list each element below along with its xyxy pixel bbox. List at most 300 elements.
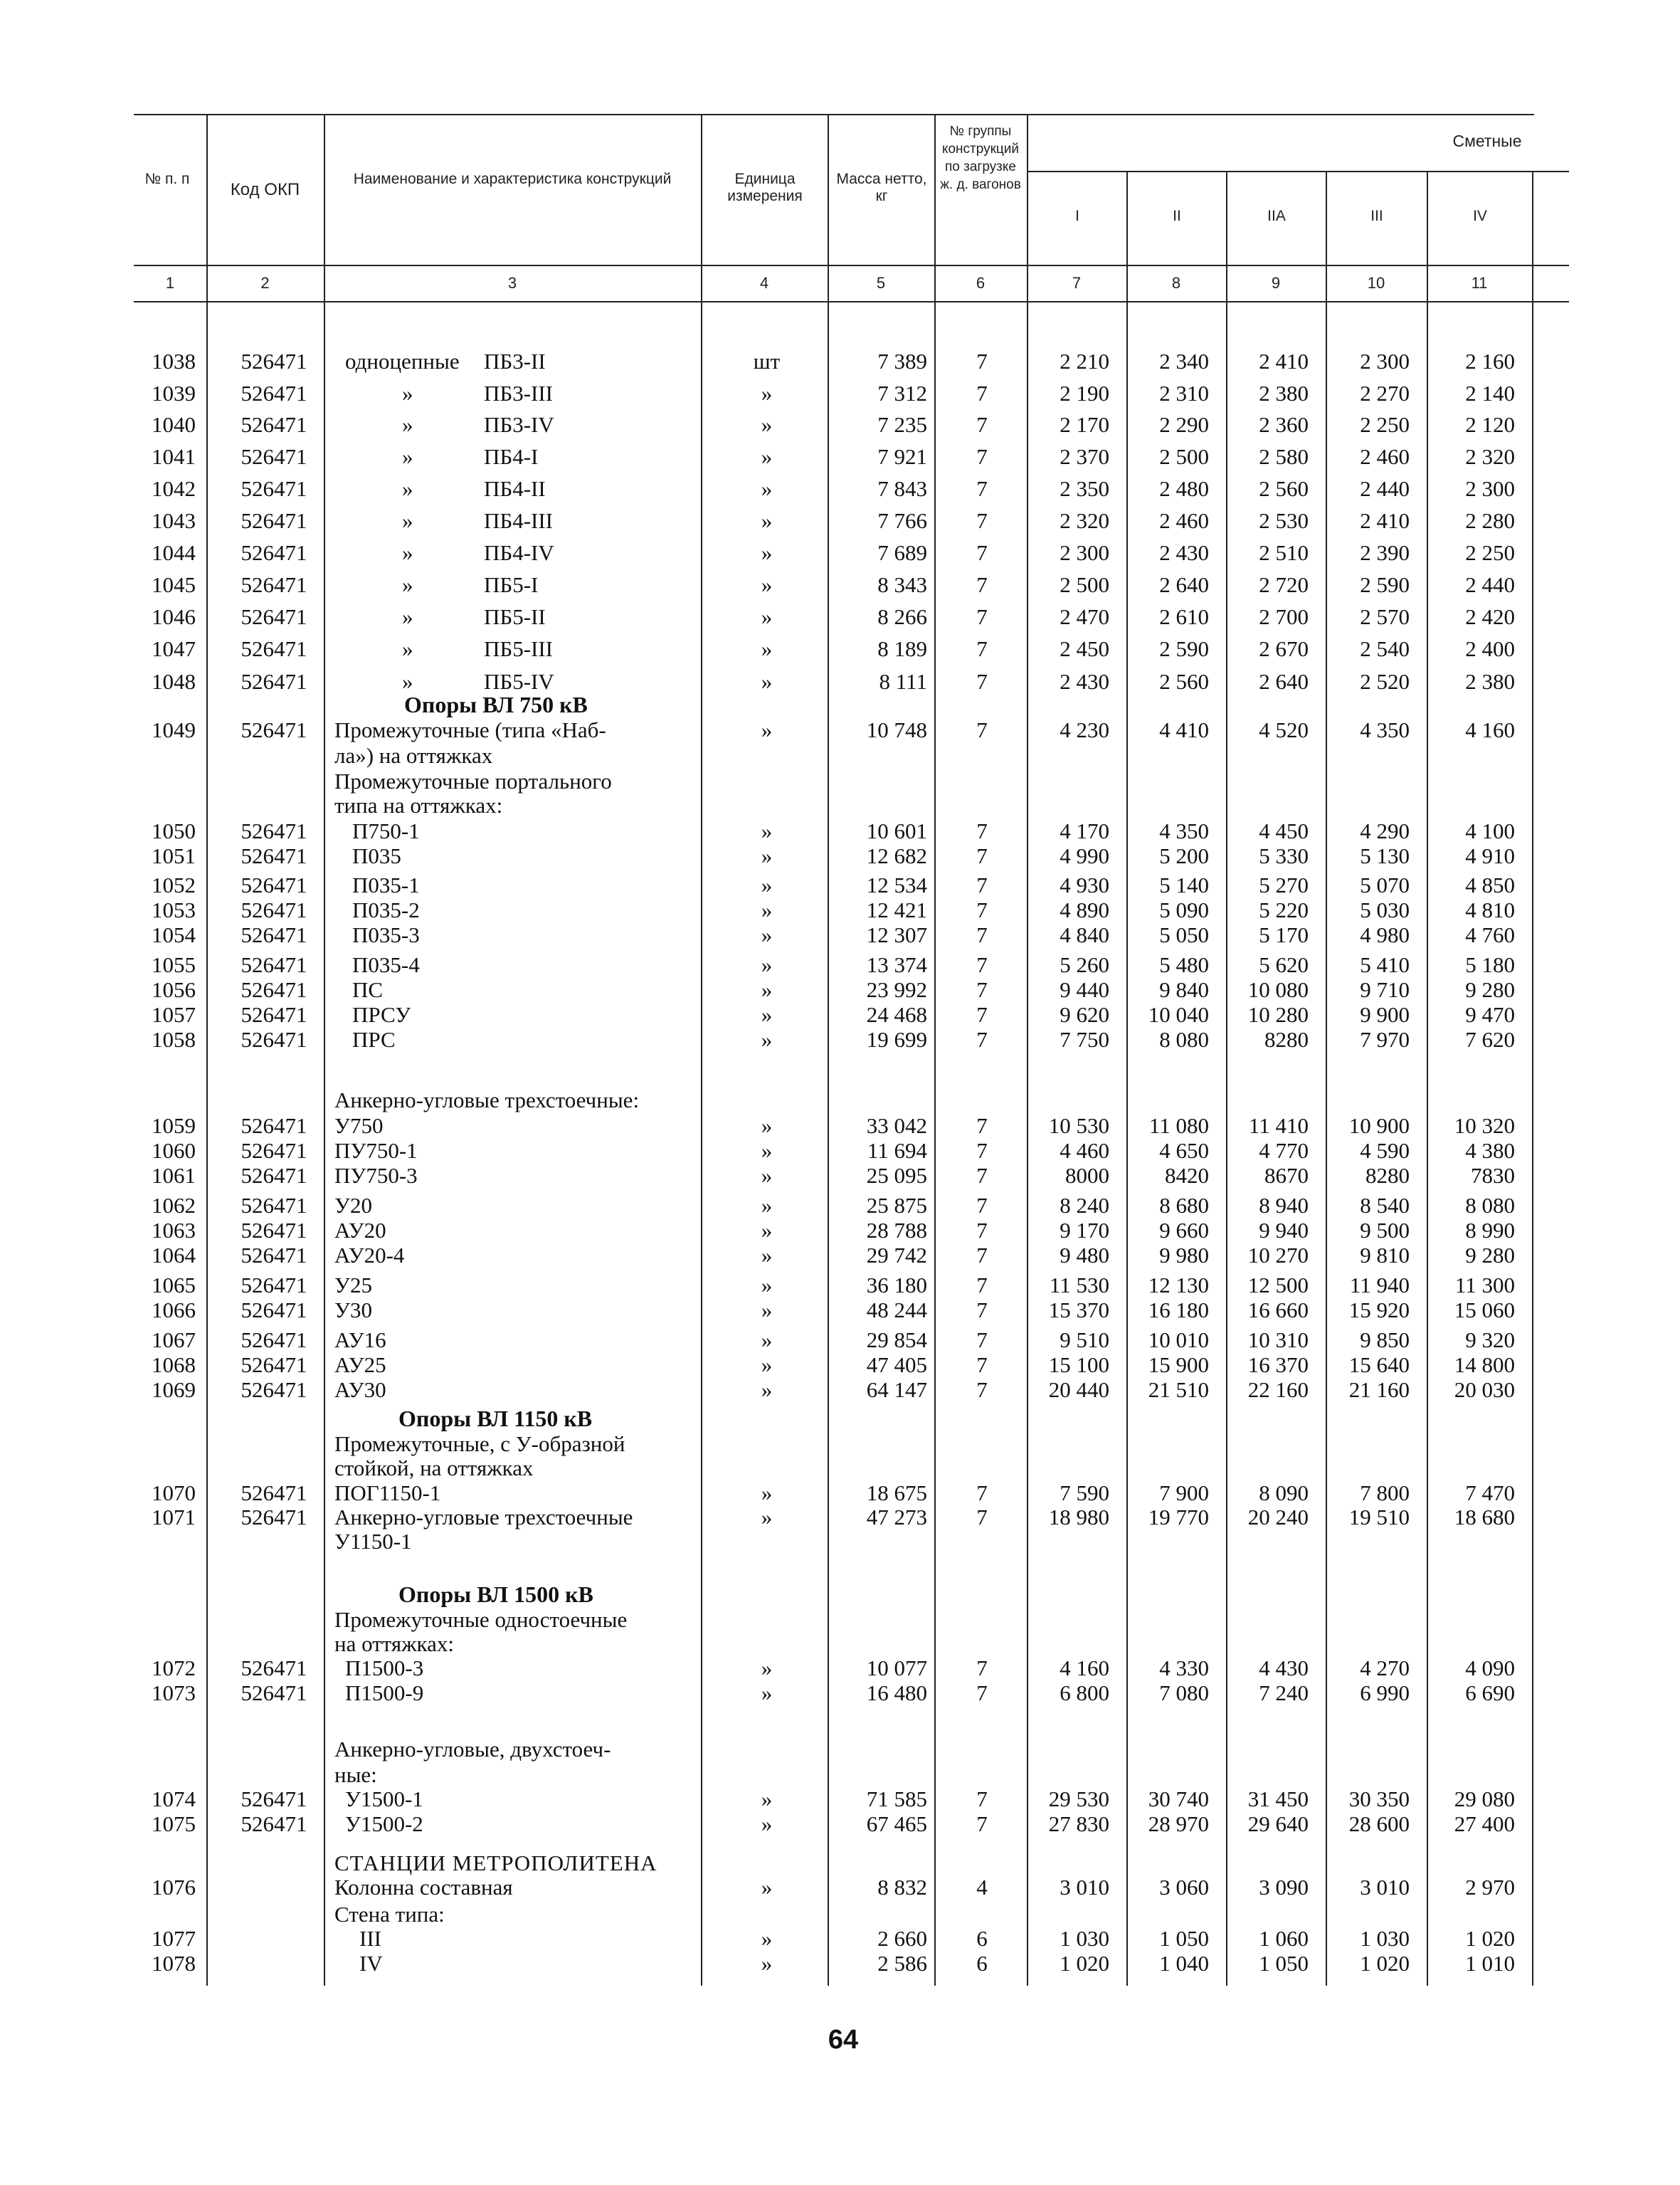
mass: 64 147 bbox=[866, 1377, 927, 1402]
price-zone-2a: 8 090 bbox=[1259, 1480, 1309, 1505]
price-zone-2: 7 900 bbox=[1159, 1480, 1209, 1505]
okp-code: 526471 bbox=[241, 1113, 307, 1138]
price-zone-3: 7 800 bbox=[1360, 1480, 1410, 1505]
unit: » bbox=[761, 977, 773, 1002]
table-row bbox=[0, 1377, 1680, 1403]
price-zone-4: 1 020 bbox=[1465, 1926, 1515, 1951]
price-zone-2a: 1 060 bbox=[1259, 1926, 1309, 1951]
construction-name: ПБ4-I bbox=[484, 444, 539, 469]
group: 7 bbox=[976, 1002, 988, 1027]
price-zone-2: 7 080 bbox=[1159, 1680, 1209, 1705]
price-zone-2a: 2 640 bbox=[1259, 669, 1309, 694]
header-zone-2a: IIA bbox=[1267, 208, 1286, 224]
table-row bbox=[0, 572, 1680, 598]
price-zone-3: 2 410 bbox=[1360, 508, 1410, 533]
price-zone-1: 2 170 bbox=[1060, 412, 1109, 437]
price-zone-4: 1 010 bbox=[1465, 1951, 1515, 1976]
row-number: 1076 bbox=[152, 1875, 196, 1900]
price-zone-4: 9 280 bbox=[1465, 1243, 1515, 1268]
price-zone-1: 4 930 bbox=[1060, 873, 1109, 897]
okp-code: 526471 bbox=[241, 381, 307, 406]
group: 7 bbox=[976, 669, 988, 694]
construction-name: У1500-2 bbox=[345, 1811, 423, 1836]
unit: » bbox=[761, 508, 773, 533]
okp-code: 526471 bbox=[241, 476, 307, 501]
price-zone-2: 9 840 bbox=[1159, 977, 1209, 1002]
unit: » bbox=[761, 1163, 773, 1188]
unit: » bbox=[761, 1811, 773, 1836]
price-zone-3: 4 350 bbox=[1360, 717, 1410, 742]
price-zone-1: 4 840 bbox=[1060, 922, 1109, 947]
row-number: 1064 bbox=[152, 1243, 196, 1268]
row-number: 1078 bbox=[152, 1951, 196, 1976]
construction-name: IV bbox=[359, 1951, 383, 1976]
price-zone-2: 16 180 bbox=[1148, 1297, 1209, 1322]
unit: » bbox=[761, 717, 773, 742]
price-zone-4: 7 470 bbox=[1465, 1480, 1515, 1505]
row-number: 1056 bbox=[152, 977, 196, 1002]
row-number: 1060 bbox=[152, 1138, 196, 1163]
price-zone-4: 4 160 bbox=[1465, 717, 1515, 742]
row-number: 1059 bbox=[152, 1113, 196, 1138]
price-zone-4: 8 080 bbox=[1465, 1193, 1515, 1218]
price-zone-4: 2 320 bbox=[1465, 444, 1515, 469]
table-row bbox=[0, 1138, 1680, 1164]
unit: » bbox=[761, 873, 773, 897]
mass: 7 689 bbox=[877, 540, 927, 565]
row-number: 1049 bbox=[152, 717, 196, 742]
price-zone-4: 2 280 bbox=[1465, 508, 1515, 533]
row-number: 1050 bbox=[152, 818, 196, 843]
price-zone-4: 5 180 bbox=[1465, 952, 1515, 977]
table-row bbox=[0, 1811, 1680, 1837]
group: 7 bbox=[976, 843, 988, 868]
construction-name: АУ25 bbox=[334, 1352, 386, 1377]
price-zone-2a: 10 280 bbox=[1247, 1002, 1309, 1027]
unit: шт bbox=[753, 349, 781, 374]
okp-code: 526471 bbox=[241, 444, 307, 469]
price-zone-3: 2 540 bbox=[1360, 636, 1410, 661]
price-zone-2a: 7 240 bbox=[1259, 1680, 1309, 1705]
group: 7 bbox=[976, 1327, 988, 1352]
mass: 67 465 bbox=[866, 1811, 927, 1836]
mass: 23 992 bbox=[866, 977, 927, 1002]
mass: 48 244 bbox=[866, 1297, 927, 1322]
construction-name: ПБ3-IV bbox=[484, 412, 554, 437]
group: 7 bbox=[976, 897, 988, 922]
price-zone-3: 6 990 bbox=[1360, 1680, 1410, 1705]
construction-name: ПБ4-III bbox=[484, 508, 553, 533]
okp-code: 526471 bbox=[241, 1480, 307, 1505]
table-row bbox=[0, 1218, 1680, 1243]
price-zone-4: 4 810 bbox=[1465, 897, 1515, 922]
construction-name: Колонна составная bbox=[334, 1875, 513, 1900]
price-zone-4: 4 090 bbox=[1465, 1655, 1515, 1680]
price-zone-1: 6 800 bbox=[1060, 1680, 1109, 1705]
row-number: 1074 bbox=[152, 1786, 196, 1811]
construction-name: У1500-1 bbox=[345, 1786, 423, 1811]
mass: 8 189 bbox=[877, 636, 927, 661]
header-col6: № группы конструкций по загрузке ж. д. вагонов bbox=[940, 124, 1021, 192]
row-number: 1067 bbox=[152, 1327, 196, 1352]
table-row bbox=[0, 1352, 1680, 1378]
price-zone-2: 8 080 bbox=[1159, 1027, 1209, 1052]
price-zone-2: 4 650 bbox=[1159, 1138, 1209, 1163]
price-zone-3: 5 070 bbox=[1360, 873, 1410, 897]
price-zone-3: 1 030 bbox=[1360, 1926, 1410, 1951]
row-number: 1065 bbox=[152, 1273, 196, 1297]
text-1049-line2: ла») на оттяжках bbox=[334, 743, 493, 768]
table-row bbox=[0, 1163, 1680, 1189]
row-number: 1047 bbox=[152, 636, 196, 661]
price-zone-2: 8 680 bbox=[1159, 1193, 1209, 1218]
price-zone-4: 6 690 bbox=[1465, 1680, 1515, 1705]
construction-name: У20 bbox=[334, 1193, 372, 1218]
group: 7 bbox=[976, 349, 988, 374]
price-zone-1: 11 530 bbox=[1049, 1273, 1109, 1297]
price-zone-1: 2 190 bbox=[1060, 381, 1109, 406]
okp-code: 526471 bbox=[241, 349, 307, 374]
row-number: 1057 bbox=[152, 1002, 196, 1027]
table-row bbox=[0, 1480, 1680, 1506]
okp-code: 526471 bbox=[241, 1655, 307, 1680]
okp-code: 526471 bbox=[241, 636, 307, 661]
col-number: 9 bbox=[1271, 274, 1281, 292]
price-zone-1: 9 480 bbox=[1060, 1243, 1109, 1268]
row-number: 1040 bbox=[152, 412, 196, 437]
col-divider bbox=[1427, 171, 1428, 1986]
price-zone-2a: 31 450 bbox=[1247, 1786, 1309, 1811]
mass: 12 421 bbox=[866, 897, 927, 922]
unit: » bbox=[761, 1243, 773, 1268]
price-zone-1: 4 230 bbox=[1060, 717, 1109, 742]
mass: 2 660 bbox=[877, 1926, 927, 1951]
header-zone-3: III bbox=[1370, 208, 1383, 224]
construction-name: ПУ750-3 bbox=[334, 1163, 418, 1188]
group: 7 bbox=[976, 922, 988, 947]
group: 7 bbox=[976, 604, 988, 629]
okp-code: 526471 bbox=[241, 1163, 307, 1188]
col-number: 10 bbox=[1367, 274, 1385, 292]
price-zone-4: 9 280 bbox=[1465, 977, 1515, 1002]
name-prefix: » bbox=[402, 508, 413, 533]
price-zone-4: 2 250 bbox=[1465, 540, 1515, 565]
row-number: 1046 bbox=[152, 604, 196, 629]
group: 7 bbox=[976, 412, 988, 437]
table-row bbox=[0, 1926, 1680, 1952]
header-zone-2: II bbox=[1173, 208, 1181, 224]
price-zone-4: 9 470 bbox=[1465, 1002, 1515, 1027]
okp-code: 526471 bbox=[241, 1297, 307, 1322]
price-zone-2a: 2 720 bbox=[1259, 572, 1309, 597]
okp-code: 526471 bbox=[241, 540, 307, 565]
construction-name: П035 bbox=[352, 843, 401, 868]
mass: 7 921 bbox=[877, 444, 927, 469]
name-prefix: » bbox=[402, 412, 413, 437]
price-zone-1: 2 470 bbox=[1060, 604, 1109, 629]
price-zone-1: 9 170 bbox=[1060, 1218, 1109, 1243]
price-zone-2a: 2 510 bbox=[1259, 540, 1309, 565]
unit: » bbox=[761, 669, 773, 694]
row-number: 1071 bbox=[152, 1505, 196, 1530]
name-prefix: » bbox=[402, 572, 413, 597]
name-prefix: » bbox=[402, 444, 413, 469]
unit: » bbox=[761, 1655, 773, 1680]
price-zone-2: 2 480 bbox=[1159, 476, 1209, 501]
price-zone-2a: 2 380 bbox=[1259, 381, 1309, 406]
unit: » bbox=[761, 1138, 773, 1163]
price-zone-2a: 11 410 bbox=[1248, 1113, 1309, 1138]
okp-code: 526471 bbox=[241, 1811, 307, 1836]
table-row bbox=[0, 381, 1680, 406]
group: 7 bbox=[976, 572, 988, 597]
price-zone-3: 2 390 bbox=[1360, 540, 1410, 565]
price-zone-1: 8 240 bbox=[1060, 1193, 1109, 1218]
price-zone-3: 4 590 bbox=[1360, 1138, 1410, 1163]
table-row bbox=[0, 444, 1680, 470]
price-zone-2a: 2 530 bbox=[1259, 508, 1309, 533]
table-row bbox=[0, 1002, 1680, 1028]
price-zone-2a: 1 050 bbox=[1259, 1951, 1309, 1976]
okp-code: 526471 bbox=[241, 1377, 307, 1402]
price-zone-2: 10 040 bbox=[1148, 1002, 1209, 1027]
mass: 7 843 bbox=[877, 476, 927, 501]
mass: 8 111 bbox=[879, 669, 927, 694]
price-zone-2: 15 900 bbox=[1148, 1352, 1209, 1377]
price-zone-1: 4 170 bbox=[1060, 818, 1109, 843]
name-prefix: » bbox=[402, 636, 413, 661]
group: 7 bbox=[976, 977, 988, 1002]
price-zone-4: 2 420 bbox=[1465, 604, 1515, 629]
price-zone-4: 4 380 bbox=[1465, 1138, 1515, 1163]
price-zone-2a: 16 370 bbox=[1247, 1352, 1309, 1377]
price-zone-2a: 4 520 bbox=[1259, 717, 1309, 742]
row-number: 1048 bbox=[152, 669, 196, 694]
price-zone-2: 4 330 bbox=[1159, 1655, 1209, 1680]
mass: 18 675 bbox=[866, 1480, 927, 1505]
construction-name: ПРС bbox=[352, 1027, 396, 1052]
price-zone-3: 21 160 bbox=[1348, 1377, 1410, 1402]
row-number: 1051 bbox=[152, 843, 196, 868]
row-number: 1045 bbox=[152, 572, 196, 597]
row-number: 1070 bbox=[152, 1480, 196, 1505]
table-row bbox=[0, 1951, 1680, 1976]
price-zone-3: 5 030 bbox=[1360, 897, 1410, 922]
unit: » bbox=[761, 1027, 773, 1052]
price-zone-3: 9 850 bbox=[1360, 1327, 1410, 1352]
price-zone-2a: 22 160 bbox=[1247, 1377, 1309, 1402]
price-zone-3: 7 970 bbox=[1360, 1027, 1410, 1052]
price-zone-2a: 5 270 bbox=[1259, 873, 1309, 897]
mass: 7 312 bbox=[877, 381, 927, 406]
construction-name: П1500-3 bbox=[345, 1655, 424, 1680]
portal-line2: типа на оттяжках: bbox=[334, 793, 503, 818]
unit: » bbox=[761, 540, 773, 565]
table-row bbox=[0, 508, 1680, 534]
construction-name: ПОГ1150-1 bbox=[334, 1480, 441, 1505]
group: 7 bbox=[976, 717, 988, 742]
unit: » bbox=[761, 1875, 773, 1900]
row-number: 1075 bbox=[152, 1811, 196, 1836]
mass: 12 682 bbox=[866, 843, 927, 868]
price-zone-2a: 2 700 bbox=[1259, 604, 1309, 629]
price-zone-3: 8 540 bbox=[1360, 1193, 1410, 1218]
price-zone-3: 2 270 bbox=[1360, 381, 1410, 406]
price-zone-3: 11 940 bbox=[1349, 1273, 1410, 1297]
okp-code: 526471 bbox=[241, 1786, 307, 1811]
table-row bbox=[0, 1655, 1680, 1681]
price-zone-3: 4 290 bbox=[1360, 818, 1410, 843]
price-zone-2: 2 590 bbox=[1159, 636, 1209, 661]
construction-name: П750-1 bbox=[352, 818, 420, 843]
name-prefix: » bbox=[402, 669, 413, 694]
text-1150-line2: стойкой, на оттяжках bbox=[334, 1455, 534, 1480]
price-zone-2: 5 480 bbox=[1159, 952, 1209, 977]
price-zone-2a: 10 270 bbox=[1247, 1243, 1309, 1268]
price-zone-4: 27 400 bbox=[1454, 1811, 1515, 1836]
header-bottom-rule bbox=[134, 265, 1569, 266]
row-number: 1062 bbox=[152, 1193, 196, 1218]
table-row bbox=[0, 952, 1680, 978]
row-number: 1066 bbox=[152, 1297, 196, 1322]
construction-name: ПБ3-II bbox=[484, 349, 546, 374]
price-zone-2a: 20 240 bbox=[1247, 1505, 1309, 1530]
row-number: 1052 bbox=[152, 873, 196, 897]
price-zone-3: 5 130 bbox=[1360, 843, 1410, 868]
group: 7 bbox=[976, 1505, 988, 1530]
price-zone-4: 2 160 bbox=[1465, 349, 1515, 374]
price-zone-4: 7 620 bbox=[1465, 1027, 1515, 1052]
okp-code: 526471 bbox=[241, 1352, 307, 1377]
price-zone-2: 19 770 bbox=[1148, 1505, 1209, 1530]
table-row bbox=[0, 669, 1680, 695]
okp-code: 526471 bbox=[241, 1027, 307, 1052]
price-zone-2a: 5 620 bbox=[1259, 952, 1309, 977]
price-zone-2: 2 640 bbox=[1159, 572, 1209, 597]
anchor-title-750: Анкерно-угловые трехстоечные: bbox=[334, 1088, 640, 1112]
price-zone-2a: 10 310 bbox=[1247, 1327, 1309, 1352]
okp-code: 526471 bbox=[241, 873, 307, 897]
mass: 7 389 bbox=[877, 349, 927, 374]
row-number: 1072 bbox=[152, 1655, 196, 1680]
price-zone-2a: 4 450 bbox=[1259, 818, 1309, 843]
price-zone-2: 10 010 bbox=[1148, 1327, 1209, 1352]
group: 7 bbox=[976, 1163, 988, 1188]
metro-wall-title: Стена типа: bbox=[334, 1902, 445, 1927]
unit: » bbox=[761, 1273, 773, 1297]
price-zone-4: 2 120 bbox=[1465, 412, 1515, 437]
price-zone-2a: 4 770 bbox=[1259, 1138, 1309, 1163]
price-zone-1: 4 890 bbox=[1060, 897, 1109, 922]
price-zone-3: 2 570 bbox=[1360, 604, 1410, 629]
name-prefix: » bbox=[402, 381, 413, 406]
mass: 71 585 bbox=[866, 1786, 927, 1811]
header-col1: № п. п bbox=[144, 171, 190, 187]
okp-code: 526471 bbox=[241, 1680, 307, 1705]
price-zone-2a: 8280 bbox=[1264, 1027, 1309, 1052]
price-zone-1: 4 460 bbox=[1060, 1138, 1109, 1163]
row-number: 1068 bbox=[152, 1352, 196, 1377]
mass: 24 468 bbox=[866, 1002, 927, 1027]
unit: » bbox=[761, 381, 773, 406]
construction-name: ПБ5-II bbox=[484, 604, 546, 629]
construction-name: П035-3 bbox=[352, 922, 420, 947]
unit: » bbox=[761, 1113, 773, 1138]
okp-code: 526471 bbox=[241, 897, 307, 922]
table-row bbox=[0, 977, 1680, 1003]
price-zone-3: 4 980 bbox=[1360, 922, 1410, 947]
group: 7 bbox=[976, 636, 988, 661]
price-zone-2a: 29 640 bbox=[1247, 1811, 1309, 1836]
group: 7 bbox=[976, 1786, 988, 1811]
mass: 13 374 bbox=[866, 952, 927, 977]
okp-code: 526471 bbox=[241, 669, 307, 694]
okp-code: 526471 bbox=[241, 717, 307, 742]
price-zone-2: 2 310 bbox=[1159, 381, 1209, 406]
unit: » bbox=[761, 636, 773, 661]
okp-code: 526471 bbox=[241, 1505, 307, 1530]
group: 7 bbox=[976, 1480, 988, 1505]
price-zone-2: 2 500 bbox=[1159, 444, 1209, 469]
row-number: 1073 bbox=[152, 1680, 196, 1705]
header-top-rule bbox=[134, 114, 1534, 115]
price-zone-3: 2 250 bbox=[1360, 412, 1410, 437]
table-row bbox=[0, 1193, 1680, 1218]
group: 7 bbox=[976, 1655, 988, 1680]
group: 7 bbox=[976, 540, 988, 565]
name-prefix: » bbox=[402, 540, 413, 565]
price-zone-4: 2 400 bbox=[1465, 636, 1515, 661]
price-zone-1: 1 020 bbox=[1060, 1951, 1109, 1976]
price-zone-4: 20 030 bbox=[1454, 1377, 1515, 1402]
table-row bbox=[0, 897, 1680, 923]
construction-name: ПБ3-III bbox=[484, 381, 553, 406]
mass: 7 766 bbox=[877, 508, 927, 533]
price-zone-3: 9 810 bbox=[1360, 1243, 1410, 1268]
price-zone-1: 9 510 bbox=[1060, 1327, 1109, 1352]
table-row bbox=[0, 1786, 1680, 1812]
price-zone-2a: 8670 bbox=[1264, 1163, 1309, 1188]
mass: 2 586 bbox=[877, 1951, 927, 1976]
price-zone-2: 2 290 bbox=[1159, 412, 1209, 437]
col-number: 7 bbox=[1072, 274, 1082, 292]
table-row bbox=[0, 1680, 1680, 1706]
header-zone-4: IV bbox=[1473, 208, 1487, 224]
table-row bbox=[0, 843, 1680, 869]
unit: » bbox=[761, 818, 773, 843]
price-zone-4: 7830 bbox=[1471, 1163, 1515, 1188]
header-smetnye: Сметные bbox=[1452, 132, 1522, 150]
construction-name: АУ20 bbox=[334, 1218, 386, 1243]
anchor-1500-line1: Анкерно-угловые, двухстоеч- bbox=[334, 1737, 611, 1762]
mass: 8 832 bbox=[877, 1875, 927, 1900]
unit: » bbox=[761, 1680, 773, 1705]
unit: » bbox=[761, 476, 773, 501]
numbers-bottom-rule bbox=[134, 301, 1569, 302]
price-zone-2: 28 970 bbox=[1148, 1811, 1209, 1836]
row-number: 1043 bbox=[152, 508, 196, 533]
price-zone-4: 18 680 bbox=[1454, 1505, 1515, 1530]
price-zone-3: 2 300 bbox=[1360, 349, 1410, 374]
construction-name: ПБ4-II bbox=[484, 476, 546, 501]
okp-code: 526471 bbox=[241, 1327, 307, 1352]
price-zone-2: 4 410 bbox=[1159, 717, 1209, 742]
unit: » bbox=[761, 604, 773, 629]
unit: » bbox=[761, 1377, 773, 1402]
table-row bbox=[0, 604, 1680, 630]
price-zone-2a: 2 560 bbox=[1259, 476, 1309, 501]
price-zone-4: 2 970 bbox=[1465, 1875, 1515, 1900]
